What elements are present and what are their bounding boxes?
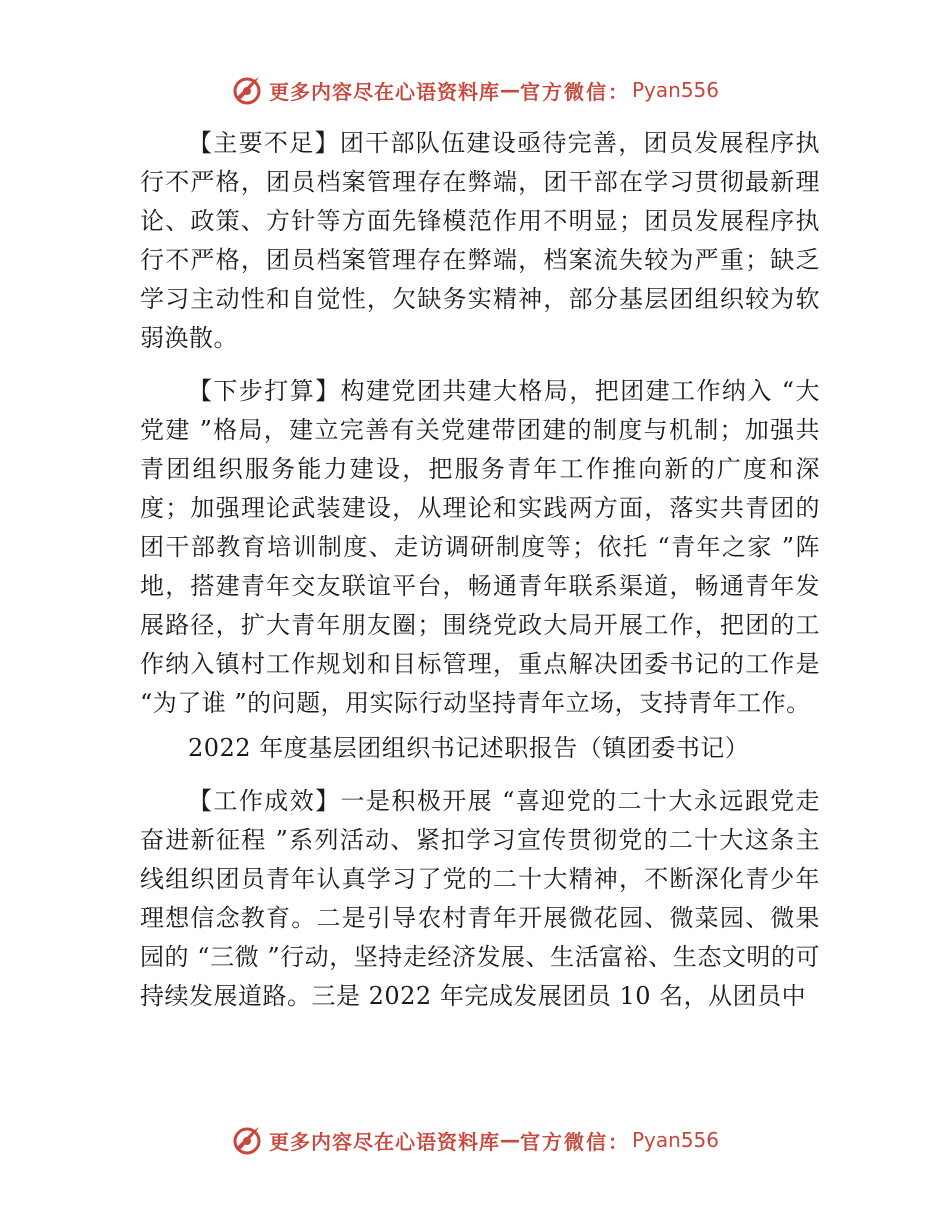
banner-brand-text: 更多内容尽在心语资料库 (268, 1129, 500, 1154)
banner-account-id: Pyan556 (631, 1128, 719, 1152)
banner-separator: — (499, 1128, 520, 1152)
paragraph-work-results: 【工作成效】一是积极开展 “喜迎党的二十大永远跟党走奋进新征程 ”系列活动、紧扣学习宣传贯彻党的二十大这条主线组织团员青年认真学习了党的二十大精神，不断深化青少年理想信念教育。二是引导农村青年开展微花园、微菜园、微果园的 “三微 ”行动，坚持走经济发展、生活富裕、生态文明的可持续发展道路。三是 2022 年完成发展团员 10 名，从团员中 (140, 787, 820, 1010)
report-title-line: 2022 年度基层团组织书记述职报告（镇团委书记） (188, 734, 750, 762)
banner-account-id: Pyan556 (631, 78, 719, 102)
brush-circle-logo-icon (231, 73, 265, 107)
header-watermark-banner (0, 68, 950, 112)
banner-brand-text: 更多内容尽在心语资料库 (268, 79, 500, 104)
banner-official-label: 官方微信： (519, 1129, 630, 1154)
banner-separator: — (499, 78, 520, 102)
paragraph-main-shortcomings: 【主要不足】团干部队伍建设亟待完善，团员发展程序执行不严格，团员档案管理存在弊端，团干部在学习贯彻最新理论、政策、方针等方面先锋模范作用不明显；团员发展程序执行不严格，团员档案管理存在弊端，档案流失较为严重；缺乏学习主动性和自觉性，欠缺务实精神，部分基层团组织较为软弱涣散。 (140, 129, 820, 352)
brush-circle-logo-icon (231, 1123, 265, 1157)
document-body (140, 124, 820, 1016)
paragraph-next-plans: 【下步打算】构建党团共建大格局，把团建工作纳入 “大党建 ”格局，建立完善有关党建带团建的制度与机制；加强共青团组织服务能力建设，把服务青年工作推向新的广度和深度；加强理论武装建设，从理论和实践两方面，落实共青团的团干部教育培训制度、走访调研制度等；依托 “青年之家 ”阵地，搭建青年交友联谊平台，畅通青年联系渠道，畅通青年发展路径，扩大青年朋友圈；围绕党政大局开展工作，把团的工作纳入镇村工作规划和目标管理，重点解决团委书记的工作是 “为了谁 ”的问题，用实际行动坚持青年立场，支持青年工作。 (140, 377, 820, 717)
banner-official-label: 官方微信： (519, 79, 630, 104)
footer-watermark-banner (0, 1118, 950, 1162)
